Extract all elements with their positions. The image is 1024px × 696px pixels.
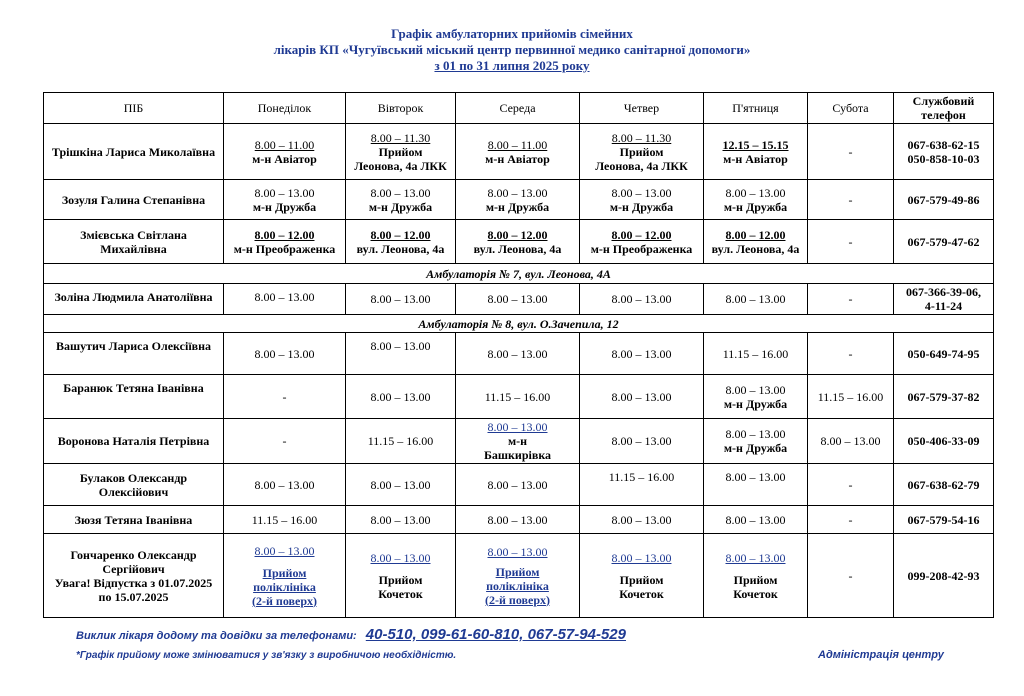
cell-tue: 8.00 – 13.00	[346, 375, 456, 419]
table-row	[44, 284, 994, 315]
cell-mon: 8.00 – 13.00	[224, 284, 346, 315]
doctor-name: Гончаренко Олександр Сергійович Увага! Відпустка з 01.07.2025 по 15.07.2025	[44, 534, 224, 618]
header-wed: Середа	[456, 93, 580, 124]
cell-mon: 11.15 – 16.00	[224, 506, 346, 534]
cell-tue: 8.00 – 13.00 Прийом Кочеток	[346, 534, 456, 618]
cell-thu: 8.00 – 13.00	[580, 419, 704, 464]
cell-wed: 8.00 – 13.00 Прийом поліклініка (2-й поверх)	[456, 534, 580, 618]
table-row	[44, 506, 994, 534]
cell-sat: -	[808, 333, 894, 375]
cell-sat: -	[808, 534, 894, 618]
cell-mon: -	[224, 375, 346, 419]
doctor-name: Баранюк Тетяна Іванівна	[44, 375, 224, 419]
table-row	[44, 534, 994, 618]
table-row	[44, 180, 994, 220]
header-tue: Вівторок	[346, 93, 456, 124]
cell-sat: 8.00 – 13.00	[808, 419, 894, 464]
cell-phone: 067-638-62-79	[894, 464, 994, 506]
cell-thu: 8.00 – 13.00 Прийом Кочеток	[580, 534, 704, 618]
cell-phone: 067-579-49-86	[894, 180, 994, 220]
table-row	[44, 375, 994, 419]
vacation-notice: Увага! Відпустка з 01.07.2025	[54, 575, 213, 590]
contact-label: Виклик лікаря додому та довідки за телефонами:	[76, 630, 357, 642]
header-row	[44, 93, 994, 124]
contact-numbers: 40-510, 099-61-60-810, 067-57-94-529	[365, 626, 626, 643]
doctor-name: Трішкіна Лариса Миколаївна	[44, 124, 224, 180]
doctor-name: Зюзя Тетяна Іванівна	[44, 506, 224, 534]
cell-mon: 8.00 – 13.00 Прийом поліклініка (2-й поверх)	[224, 534, 346, 618]
doctor-name: Вашутич Лариса Олексіївна	[44, 333, 224, 375]
cell-fri: 8.00 – 13.00 м-н Дружба	[704, 419, 808, 464]
doctor-name: Воронова Наталія Петрівна	[44, 419, 224, 464]
section-row	[44, 264, 994, 284]
title-line-2: лікарів КП «Чугуївський міський центр первинної медико санітарної допомоги»	[273, 42, 751, 57]
cell-phone: 067-579-37-82	[894, 375, 994, 419]
cell-sat: -	[808, 464, 894, 506]
cell-tue: 8.00 – 13.00 м-н Дружба	[346, 180, 456, 220]
document-title	[0, 26, 1024, 74]
cell-thu: 8.00 – 12.00 м-н Преображенка	[580, 220, 704, 264]
cell-phone: 050-649-74-95	[894, 333, 994, 375]
header-thu: Четвер	[580, 93, 704, 124]
table-row	[44, 333, 994, 375]
cell-tue: 11.15 – 16.00	[346, 419, 456, 464]
cell-wed: 8.00 – 13.00	[456, 506, 580, 534]
cell-mon: 8.00 – 12.00 м-н Преображенка	[224, 220, 346, 264]
cell-thu: 8.00 – 11.30 Прийом Леонова, 4а ЛКК	[580, 124, 704, 180]
section-title-ambulatory-7: Амбулаторія № 7, вул. Леонова, 4А	[44, 264, 994, 284]
cell-wed: 8.00 – 13.00 м-н Башкирівка	[456, 419, 580, 464]
header-mon: Понеділок	[224, 93, 346, 124]
cell-thu: 8.00 – 13.00	[580, 333, 704, 375]
schedule-table	[43, 92, 994, 618]
cell-thu: 8.00 – 13.00	[580, 506, 704, 534]
cell-mon: 8.00 – 11.00 м-н Авіатор	[224, 124, 346, 180]
cell-fri: 8.00 – 13.00	[704, 464, 808, 506]
cell-phone: 067-638-62-15 050-858-10-03	[894, 124, 994, 180]
doctor-name: Зозуля Галина Степанівна	[44, 180, 224, 220]
cell-sat: -	[808, 124, 894, 180]
table-row	[44, 124, 994, 180]
cell-thu: 11.15 – 16.00	[580, 464, 704, 506]
cell-wed: 8.00 – 13.00	[456, 464, 580, 506]
doctor-name: Золіна Людмила Анатоліївна	[44, 284, 224, 315]
cell-mon: 8.00 – 13.00	[224, 464, 346, 506]
cell-tue: 8.00 – 12.00 вул. Леонова, 4а	[346, 220, 456, 264]
cell-tue: 8.00 – 13.00	[346, 284, 456, 315]
administration-signature: Адміністрація центру	[818, 649, 944, 661]
header-phone: Службовий телефон	[894, 93, 994, 124]
cell-phone: 050-406-33-09	[894, 419, 994, 464]
cell-fri: 8.00 – 12.00 вул. Леонова, 4а	[704, 220, 808, 264]
section-title-ambulatory-8: Амбулаторія № 8, вул. О.Зачепила, 12	[44, 315, 994, 333]
cell-phone: 099-208-42-93	[894, 534, 994, 618]
cell-fri: 8.00 – 13.00 Прийом Кочеток	[704, 534, 808, 618]
cell-thu: 8.00 – 13.00	[580, 375, 704, 419]
header-fri: П'ятниця	[704, 93, 808, 124]
cell-tue: 8.00 – 13.00	[346, 506, 456, 534]
title-line-1: Графік амбулаторних прийомів сімейних	[391, 26, 633, 41]
doctor-name: Змієвська Світлана Михайлівна	[44, 220, 224, 264]
cell-tue: 8.00 – 13.00	[346, 333, 456, 375]
cell-thu: 8.00 – 13.00 м-н Дружба	[580, 180, 704, 220]
schedule-note: *Графік прийому може змінюватися у зв'язку з виробничою необхідністю.	[76, 650, 457, 661]
cell-sat: -	[808, 180, 894, 220]
cell-sat: -	[808, 284, 894, 315]
cell-fri: 8.00 – 13.00 м-н Дружба	[704, 375, 808, 419]
cell-tue: 8.00 – 13.00	[346, 464, 456, 506]
cell-mon: 8.00 – 13.00	[224, 333, 346, 375]
cell-phone: 067-579-47-62	[894, 220, 994, 264]
table-row	[44, 419, 994, 464]
cell-wed: 8.00 – 12.00 вул. Леонова, 4а	[456, 220, 580, 264]
section-row	[44, 315, 994, 333]
cell-sat: 11.15 – 16.00	[808, 375, 894, 419]
cell-fri: 12.15 – 15.15 м-н Авіатор	[704, 124, 808, 180]
header-name: ПІБ	[44, 93, 224, 124]
cell-phone: 067-579-54-16	[894, 506, 994, 534]
cell-mon: 8.00 – 13.00 м-н Дружба	[224, 180, 346, 220]
cell-wed: 8.00 – 13.00	[456, 333, 580, 375]
cell-sat: -	[808, 220, 894, 264]
cell-wed: 8.00 – 13.00	[456, 284, 580, 315]
header-sat: Субота	[808, 93, 894, 124]
contact-line	[76, 626, 626, 643]
cell-tue: 8.00 – 11.30 Прийом Леонова, 4а ЛКК	[346, 124, 456, 180]
cell-fri: 11.15 – 16.00	[704, 333, 808, 375]
title-line-3: з 01 по 31 липня 2025 року	[434, 58, 590, 73]
cell-wed: 8.00 – 13.00 м-н Дружба	[456, 180, 580, 220]
cell-thu: 8.00 – 13.00	[580, 284, 704, 315]
table-row	[44, 220, 994, 264]
table-row	[44, 464, 994, 506]
cell-wed: 11.15 – 16.00	[456, 375, 580, 419]
cell-fri: 8.00 – 13.00	[704, 506, 808, 534]
cell-mon: -	[224, 419, 346, 464]
doctor-name: Булаков Олександр Олексійович	[44, 464, 224, 506]
cell-phone: 067-366-39-06, 4-11-24	[894, 284, 994, 315]
cell-fri: 8.00 – 13.00 м-н Дружба	[704, 180, 808, 220]
cell-fri: 8.00 – 13.00	[704, 284, 808, 315]
cell-wed: 8.00 – 11.00 м-н Авіатор	[456, 124, 580, 180]
cell-sat: -	[808, 506, 894, 534]
